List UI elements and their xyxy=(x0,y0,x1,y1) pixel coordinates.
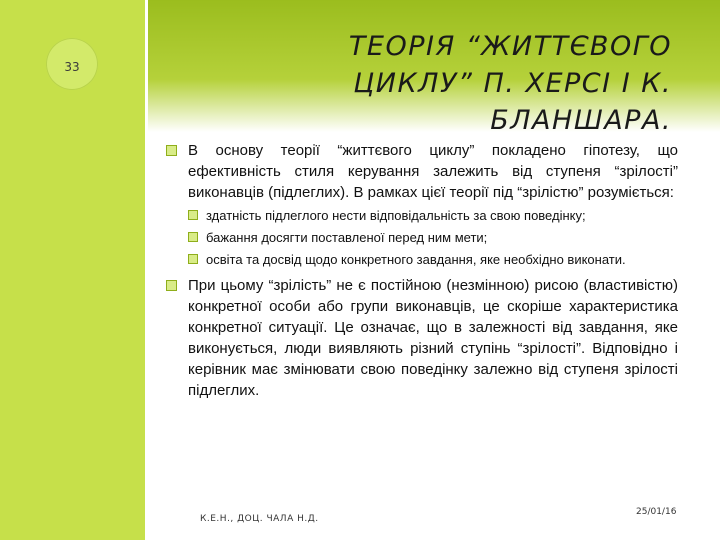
bullet-icon xyxy=(188,210,198,220)
bullet-icon xyxy=(166,145,177,156)
sub-bullet-text: здатність підлеглого нести відповідальність за свою поведінку; xyxy=(206,208,586,223)
footer-author: К.Е.Н., ДОЦ. ЧАЛА Н.Д. xyxy=(200,514,319,524)
bullet-icon xyxy=(166,280,177,291)
bullet-item xyxy=(166,140,678,203)
slide-number-badge xyxy=(46,38,98,90)
sub-bullet-text: бажання досягти поставленої перед ним мети; xyxy=(206,230,488,245)
sub-bullet-item xyxy=(166,250,678,269)
slide-content xyxy=(166,140,678,401)
bullet-text: В основу теорії “життєвого циклу” покладено гіпотезу, що ефективність стиля керування залежить від ступеня “зрілості” виконавців (підлеглих). В рамках цієї теорії під “зрілістю” розуміється: xyxy=(188,142,678,201)
slide-title: ТЕОРІЯ “ЖИТТЄВОГО ЦИКЛУ” П. ХЕРСІ І К. БЛАНШАРА. xyxy=(348,31,672,136)
bullet-icon xyxy=(188,232,198,242)
sub-bullet-text: освіта та досвід щодо конкретного завдання, яке необхідно виконати. xyxy=(206,252,626,267)
sub-bullet-item xyxy=(166,228,678,247)
slide-number: 33 xyxy=(64,60,80,74)
bullet-text: При цьому “зрілість” не є постійною (незмінною) рисою (властивістю) конкретної особи або групи виконавців, це скоріше характеристика конкретної ситуації. Це означає, що в залежності від завдання, яке виконується, люди виявляють різний ступінь “зрілості”. Відповідно і керівник має змінювати свою поведінку залежно від ступеня зрілості підлеглих. xyxy=(188,277,678,399)
bullet-item xyxy=(166,275,678,401)
footer-date: 25/01/16 xyxy=(636,507,677,517)
sub-bullet-item xyxy=(166,206,678,225)
bullet-icon xyxy=(188,254,198,264)
